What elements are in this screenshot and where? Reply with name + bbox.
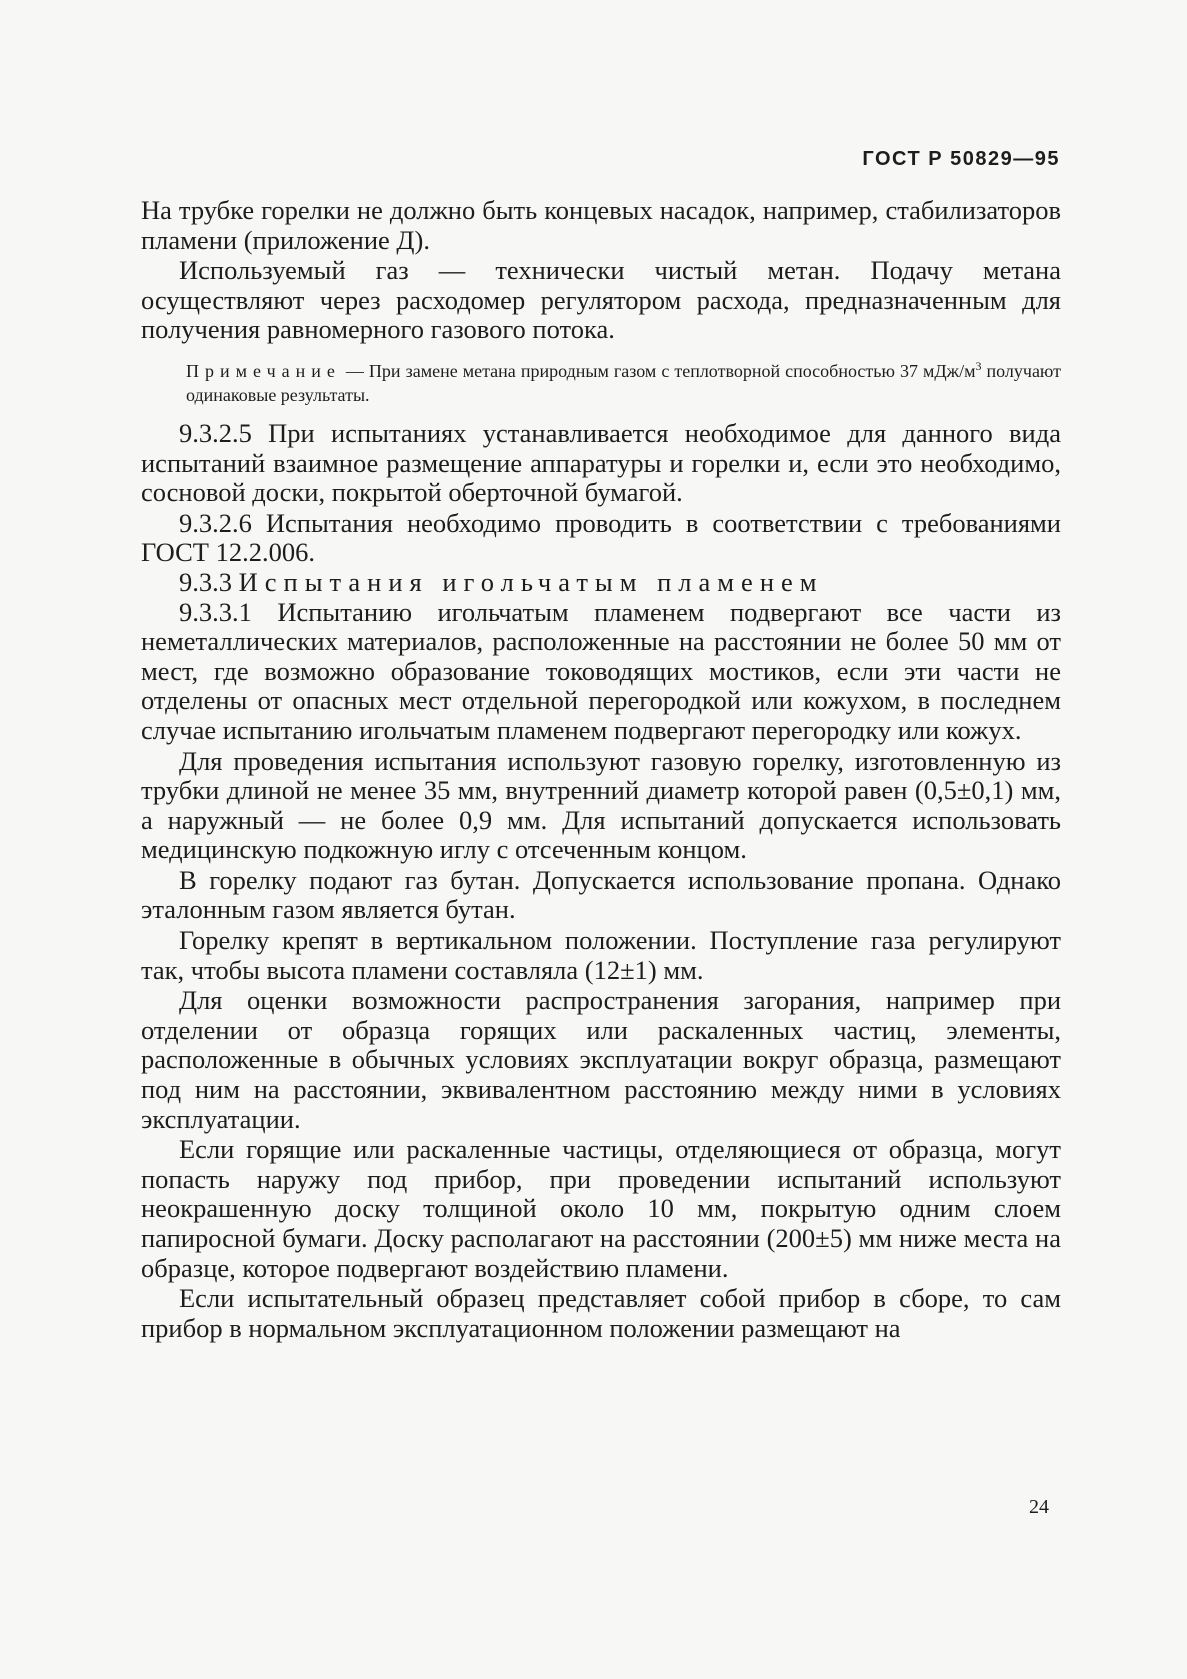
- note-text-end: получают одинаковые результаты.: [186, 360, 1062, 405]
- paragraph: Если горящие или раскаленные частицы, отделяющиеся от образца, могут попасть наружу под прибор, при проведении испытаний используют неокрашенную доску толщиной около 10 мм, покрытую одним слоем папиросной бумаги. Доску располагают на расстоянии (200±5) мм ниже места на образце, которое подвергают воздействию пламени.: [141, 1134, 1061, 1283]
- note-label: Примечание: [186, 360, 341, 381]
- section-title: Испытания игольчатым пламенем: [238, 566, 824, 597]
- paragraph: 9.3.2.6 Испытания необходимо проводить в соответствии с требованиями ГОСТ 12.2.006.: [141, 507, 1061, 568]
- paragraph: На трубке горелки не должно быть концевых насадок, например, стабилизаторов пламени (приложение Д).: [141, 195, 1061, 255]
- paragraph: В горелку подают газ бутан. Допускается использование пропана. Однако эталонным газом является бутан.: [141, 864, 1061, 925]
- paragraph: Если испытательный образец представляет собой прибор в сборе, то сам прибор в нормальном эксплуатационном положении размещают на: [141, 1283, 1061, 1343]
- page-number: 24: [1029, 1496, 1049, 1518]
- document-body: [141, 196, 1061, 1343]
- paragraph: 9.3.3.1 Испытанию игольчатым пламенем подвергают все части из неметаллических материалов, расположенные на расстоянии не более 50 мм от мест, где возможно образование тоководящих мостиков, если эти части не отделены от опасных мест отдельной перегородкой или кожухом, в последнем случае испытанию игольчатым пламенем подвергают перегородку или кожух.: [141, 596, 1061, 745]
- paragraph: Для оценки возможности распространения загорания, например при отделении от образца горящих или раскаленных частиц, элементы, расположенные в обычных условиях эксплуатации вокруг образца, размещают под ним на расстоянии, эквивалентном расстоянию между ними в условиях эксплуатации.: [141, 985, 1061, 1134]
- note-text: — При замене метана природным газом с теплотворной способностью 37 мДж/м: [340, 360, 976, 381]
- section-number: 9.3.3: [179, 566, 239, 597]
- note-superscript: 3: [975, 358, 982, 373]
- paragraph: Для проведения испытания используют газовую горелку, изготовленную из трубки длиной не менее 35 мм, внутренний диаметр которой равен (0,5±0,1) мм, а наружный — не более 0,9 мм. Для испытаний допускается использовать медицинскую подкожную иглу с отсеченным концом.: [141, 745, 1061, 865]
- paragraph: Горелку крепят в вертикальном положении. Поступление газа регулируют так, чтобы высота пламени составляла (12±1) мм.: [141, 925, 1061, 985]
- paragraph: Используемый газ — технически чистый метан. Подачу метана осуществляют через расходомер регулятором расхода, предназначенным для получения равномерного газового потока.: [141, 255, 1061, 345]
- note: [141, 359, 1061, 407]
- section-heading: [141, 568, 1061, 598]
- paragraph: 9.3.2.5 При испытаниях устанавливается необходимое для данного вида испытаний взаимное размещение аппаратуры и горелки и, если это необходимо, сосновой доски, покрытой оберточной бумагой.: [141, 417, 1061, 508]
- standard-header: ГОСТ Р 50829—95: [862, 148, 1060, 170]
